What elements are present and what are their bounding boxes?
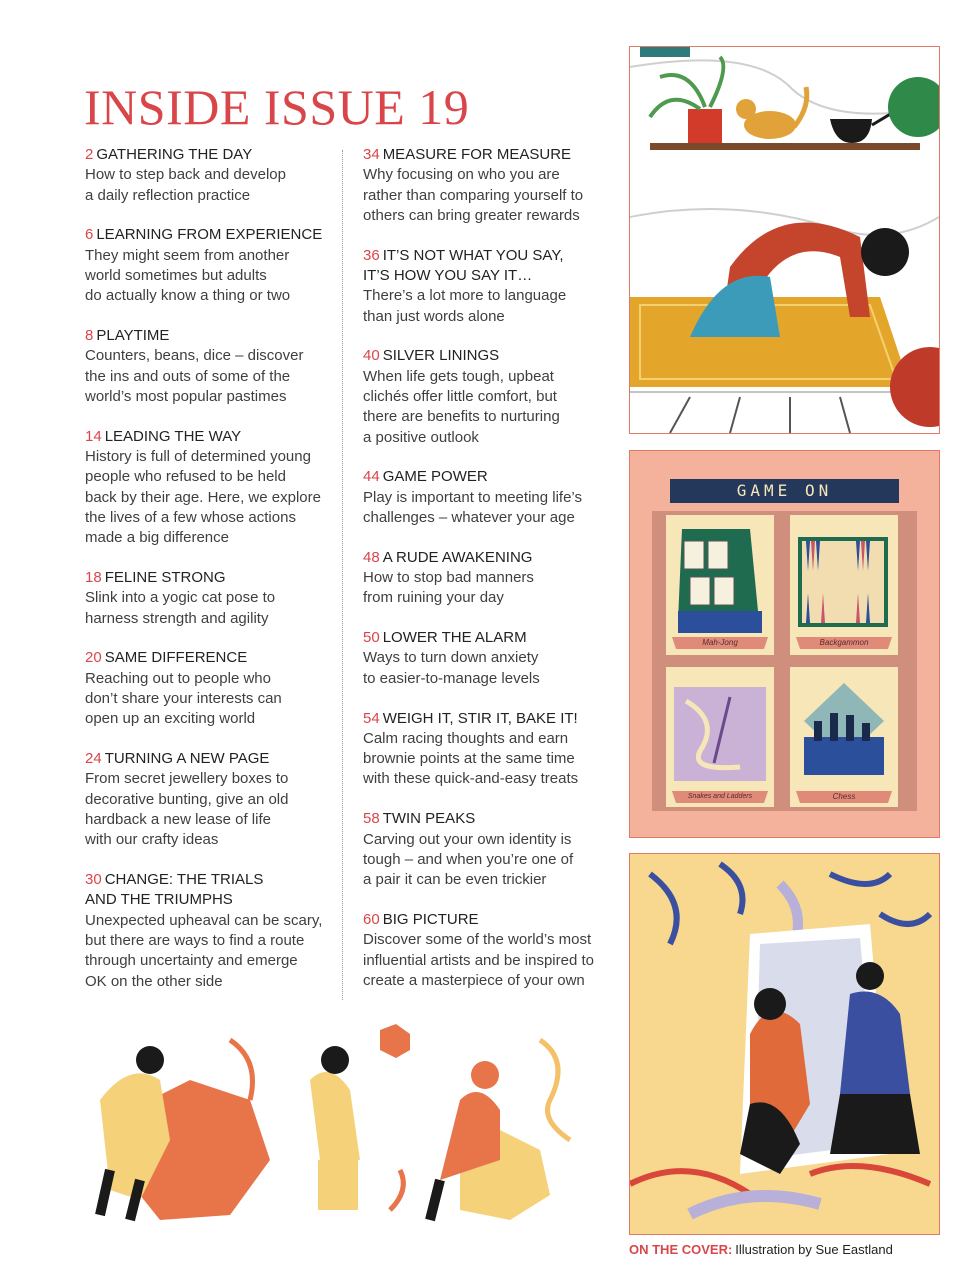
entry-description-line: a daily reflection practice	[85, 186, 251, 204]
entry-description-line: don’t share your interests can	[85, 690, 282, 708]
entry-heading	[363, 467, 613, 487]
entry-page-number: 40	[363, 347, 380, 365]
entry-description-line: world sometimes but adults	[85, 266, 267, 284]
cover-credit-text: Illustration by Sue Eastland	[735, 1242, 893, 1257]
contents-entry	[363, 910, 613, 991]
game-on-illustration	[629, 450, 940, 838]
entry-title: IT’S NOT WHAT YOU SAY,	[382, 246, 564, 264]
contents-entry	[363, 709, 613, 790]
entry-title: LEADING THE WAY	[104, 427, 242, 445]
contents-entry	[85, 568, 345, 629]
entry-title: LOWER THE ALARM	[382, 629, 527, 647]
entry-description-line: clichés offer little comfort, but	[363, 387, 557, 405]
entry-page-number: 34	[363, 146, 380, 163]
entry-description-line: the lives of a few whose actions	[85, 508, 296, 526]
entry-description-line: OK on the other side	[85, 972, 223, 990]
entry-description-line: do actually know a thing or two	[85, 287, 291, 305]
entry-heading	[363, 548, 613, 568]
entry-heading	[363, 709, 613, 729]
yoga-cat-pose-illustration	[629, 46, 940, 434]
entry-page-number: 30	[85, 871, 102, 889]
entry-title: BIG PICTURE	[382, 910, 479, 928]
entry-description-line: History is full of determined young	[85, 448, 311, 466]
entry-description-line: but there are ways to find a route	[85, 932, 305, 949]
entry-description-line: harness strength and agility	[85, 609, 269, 627]
entry-page-number: 18	[85, 569, 102, 587]
entry-description-line: than just words alone	[363, 307, 505, 325]
contents-entry	[85, 648, 345, 729]
entry-heading	[363, 809, 613, 829]
entry-page-number: 60	[363, 910, 380, 928]
entry-title: PLAYTIME	[96, 327, 170, 345]
board-label-chess: Chess	[832, 792, 856, 801]
entry-heading	[85, 648, 345, 668]
entry-heading	[85, 749, 345, 769]
contents-entry	[363, 809, 613, 890]
entry-description-line: Play is important to meeting life’s	[363, 488, 582, 506]
entry-title: MEASURE FOR MEASURE	[382, 146, 572, 163]
entry-page-number: 8	[85, 327, 94, 345]
game-on-banner: GAME ON	[736, 481, 833, 500]
entry-description-line: tough – and when you’re one of	[363, 850, 574, 868]
entry-title: TWIN PEAKS	[382, 810, 476, 828]
entry-page-number: 2	[85, 146, 94, 163]
contents-entry	[363, 548, 613, 609]
entry-title: LEARNING FROM EXPERIENCE	[96, 226, 323, 244]
board-label-backgammon: Backgammon	[819, 638, 869, 647]
contents-entry	[85, 145, 345, 206]
entry-title: A RUDE AWAKENING	[382, 548, 533, 566]
entry-title: WEIGH IT, STIR IT, BAKE IT!	[382, 709, 578, 727]
entry-description-line: open up an exciting world	[85, 710, 256, 728]
entry-description-line: Carving out your own identity is	[363, 830, 572, 848]
entry-page-number: 6	[85, 226, 94, 244]
entry-description-line: create a masterpiece of your own	[363, 971, 585, 989]
entry-title-continued: IT’S HOW YOU SAY IT…	[363, 266, 533, 284]
entry-title: GAME POWER	[382, 468, 488, 486]
figures-with-shapes-illustration	[80, 1020, 600, 1235]
entry-heading	[363, 145, 613, 165]
contents-entry	[85, 870, 345, 992]
board-label-snakes-and-ladders: Snakes and Ladders	[687, 793, 753, 800]
entry-page-number: 58	[363, 810, 380, 828]
entry-title: SILVER LININGS	[382, 347, 500, 365]
entry-description-line: When life gets tough, upbeat	[363, 367, 554, 385]
entry-title: CHANGE: THE TRIALS	[104, 871, 264, 889]
entry-description-line: a pair it can be even trickier	[363, 871, 547, 889]
entry-description-line: the ins and outs of some of the	[85, 367, 291, 385]
entry-description-line: Ways to turn down anxiety	[363, 649, 539, 667]
entry-description-line: a positive outlook	[363, 428, 479, 446]
entry-description-line: others can bring greater rewards	[363, 206, 580, 224]
entry-description-line: back by their age. Here, we explore	[85, 488, 321, 506]
contents-entry	[363, 628, 613, 689]
entry-description-line: Discover some of the world’s most	[363, 931, 592, 949]
contents-entry	[363, 467, 613, 528]
entry-description-line: There’s a lot more to language	[363, 287, 567, 305]
entry-title: FELINE STRONG	[104, 569, 226, 587]
contents-entry	[85, 326, 345, 407]
contents-entry	[85, 749, 345, 850]
board-label-mah-jong: Mah-Jong	[702, 638, 738, 647]
entry-heading	[85, 145, 345, 165]
contents-left-column	[85, 145, 345, 1011]
entry-heading	[85, 326, 345, 346]
entry-description-line: Why focusing on who you are	[363, 166, 560, 184]
contents-right-column	[363, 145, 613, 1011]
cover-credit	[629, 1242, 893, 1257]
entry-title: GATHERING THE DAY	[96, 146, 253, 163]
entry-page-number: 24	[85, 750, 102, 768]
entry-description-line: with our crafty ideas	[85, 831, 219, 849]
entry-heading	[85, 225, 345, 245]
entry-description-line: people who refused to be held	[85, 468, 286, 486]
entry-description-line: From secret jewellery boxes to	[85, 770, 289, 788]
entry-description-line: there are benefits to nurturing	[363, 408, 560, 426]
entry-page-number: 48	[363, 548, 380, 566]
entry-title: SAME DIFFERENCE	[104, 649, 248, 667]
entry-description-line: influential artists and be inspired to	[363, 951, 594, 969]
entry-page-number: 54	[363, 709, 380, 727]
contents-entry	[363, 145, 613, 226]
entry-heading	[85, 568, 345, 588]
cover-credit-label: ON THE COVER:	[629, 1242, 733, 1257]
entry-description-line: rather than comparing yourself to	[363, 186, 584, 204]
page-title: INSIDE ISSUE 19	[84, 79, 470, 135]
entry-description-line: brownie points at the same time	[363, 750, 575, 768]
entry-description-line: made a big difference	[85, 529, 229, 547]
entry-heading	[363, 628, 613, 648]
contents-entry	[363, 246, 613, 327]
entry-page-number: 50	[363, 629, 380, 647]
entry-page-number: 36	[363, 246, 380, 264]
entry-page-number: 14	[85, 427, 102, 445]
entry-description-line: world’s most popular pastimes	[85, 387, 287, 405]
entry-description-line: Slink into a yogic cat pose to	[85, 589, 276, 607]
entry-heading	[363, 346, 613, 366]
cover-illustration	[629, 853, 940, 1235]
contents-entry	[85, 225, 345, 306]
entry-page-number: 20	[85, 649, 102, 667]
entry-description-line: Reaching out to people who	[85, 669, 271, 687]
entry-description-line: They might seem from another	[85, 246, 290, 264]
entry-description-line: How to stop bad manners	[363, 569, 534, 587]
entry-description-line: challenges – whatever your age	[363, 508, 575, 526]
entry-heading	[85, 427, 345, 447]
entry-heading	[363, 246, 613, 266]
column-divider	[342, 150, 343, 1000]
entry-description-line: How to step back and develop	[85, 166, 286, 184]
entry-title: TURNING A NEW PAGE	[104, 750, 270, 768]
entry-heading	[363, 910, 613, 930]
entry-description-line: through uncertainty and emerge	[85, 952, 298, 970]
entry-description-line: to easier-to-manage levels	[363, 669, 540, 687]
entry-heading	[85, 870, 345, 890]
entry-description-line: with these quick-and-easy treats	[363, 770, 579, 788]
entry-title-continued: AND THE TRIUMPHS	[85, 891, 233, 909]
entry-description-line: decorative bunting, give an old	[85, 790, 289, 808]
entry-description-line: from ruining your day	[363, 589, 504, 607]
entry-description-line: Calm racing thoughts and earn	[363, 729, 569, 747]
entry-description-line: Counters, beans, dice – discover	[85, 347, 304, 365]
contents-entry	[363, 346, 613, 447]
entry-description-line: Unexpected upheaval can be scary,	[85, 911, 323, 929]
contents-entry	[85, 427, 345, 549]
entry-description-line: hardback a new lease of life	[85, 811, 271, 829]
entry-page-number: 44	[363, 468, 380, 486]
